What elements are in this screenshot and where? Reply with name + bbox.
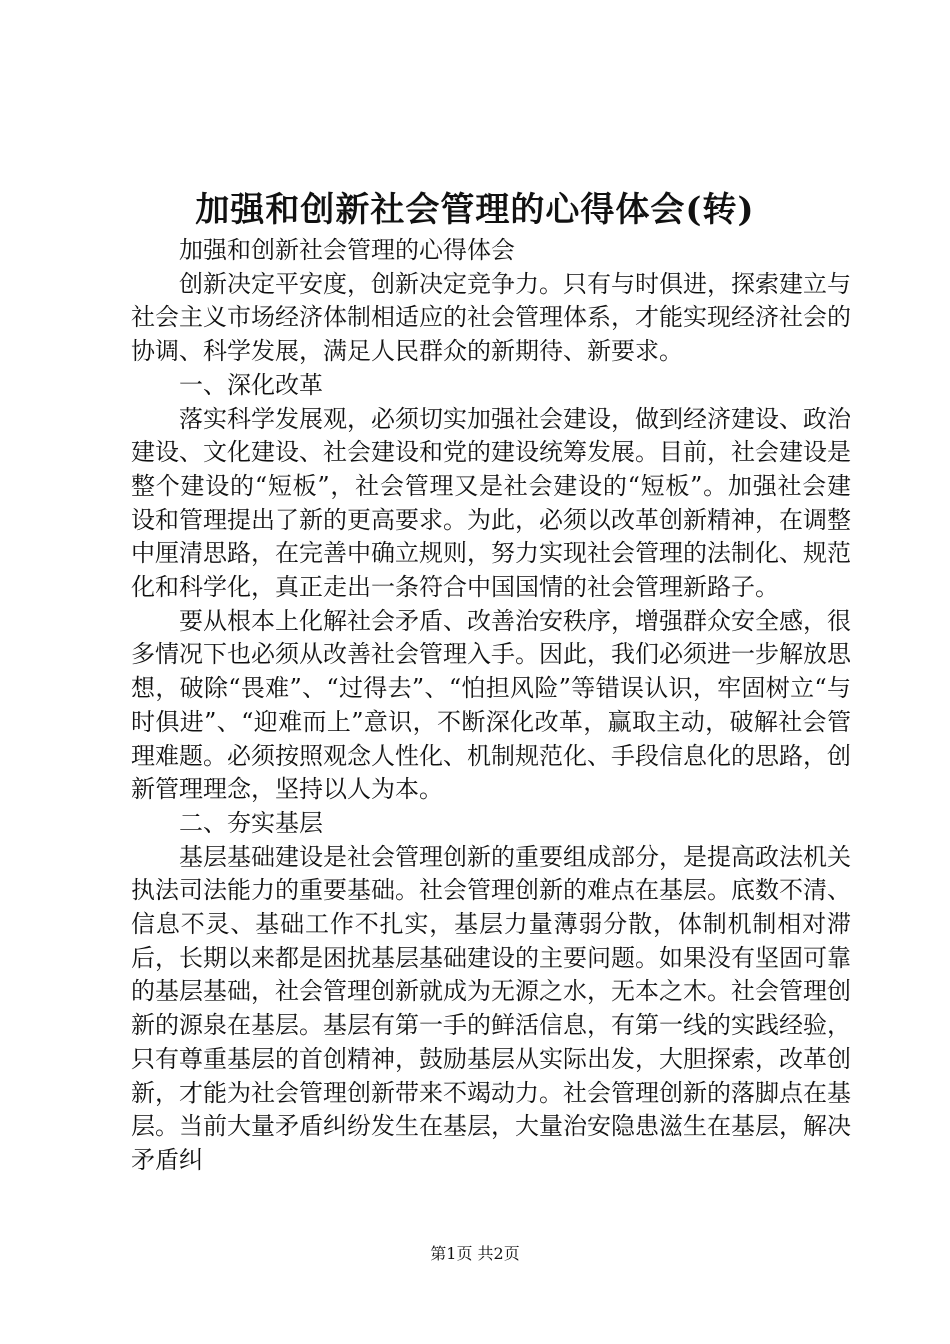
body-paragraph: 落实科学发展观，必须切实加强社会建设，做到经济建设、政治建设、文化建设、社会建设和党的建设统筹发展。目前，社会建设是整个建设的“短板”，社会管理又是社会建设的“短板”。加强社会建设和管理提出了新的更高要求。为此，必须以改革创新精神，在调整中厘清思路，在完善中确立规则，努力实现社会管理的法制化、规范化和科学化，真正走出一条符合中国国情的社会管理新路子。 [131, 404, 851, 602]
document-body [131, 234, 851, 1178]
document-title: 加强和创新社会管理的心得体会(转) [195, 190, 755, 230]
subtitle-paragraph: 加强和创新社会管理的心得体会 [179, 236, 515, 264]
body-paragraph: 要从根本上化解社会矛盾、改善治安秩序，增强群众安全感，很多情况下也必须从改善社会管理入手。因此，我们必须进一步解放思想，破除“畏难”、“过得去”、“怕担风险”等错误认识，牢固树立“与时俱进”、“迎难而上”意识，不断深化改革，赢取主动，破解社会管理难题。必须按照观念人性化、机制规范化、手段信息化的思路，创新管理理念，坚持以人为本。 [131, 606, 851, 804]
page-footer: 第1页 共2页 [430, 1244, 520, 1263]
body-paragraph: 基层基础建设是社会管理创新的重要组成部分，是提高政法机关执法司法能力的重要基础。社会管理创新的难点在基层。底数不清、信息不灵、基础工作不扎实，基层力量薄弱分散，体制机制相对滞后，长期以来都是困扰基层基础建设的主要问题。如果没有坚固可靠的基层基础，社会管理创新就成为无源之水，无本之木。社会管理创新的源泉在基层。基层有第一手的鲜活信息，有第一线的实践经验，只有尊重基层的首创精神，鼓励基层从实际出发，大胆探索，改革创新，才能为社会管理创新带来不竭动力。社会管理创新的落脚点在基层。当前大量矛盾纠纷发生在基层，大量治安隐患滋生在基层，解决矛盾纠 [131, 842, 851, 1174]
section-heading-1: 一、深化改革 [179, 370, 323, 399]
intro-paragraph: 创新决定平安度，创新决定竞争力。只有与时俱进，探索建立与社会主义市场经济体制相适应的社会管理体系，才能实现经济社会的协调、科学发展，满足人民群众的新期待、新要求。 [131, 269, 851, 366]
section-heading-2: 二、夯实基层 [179, 808, 323, 837]
